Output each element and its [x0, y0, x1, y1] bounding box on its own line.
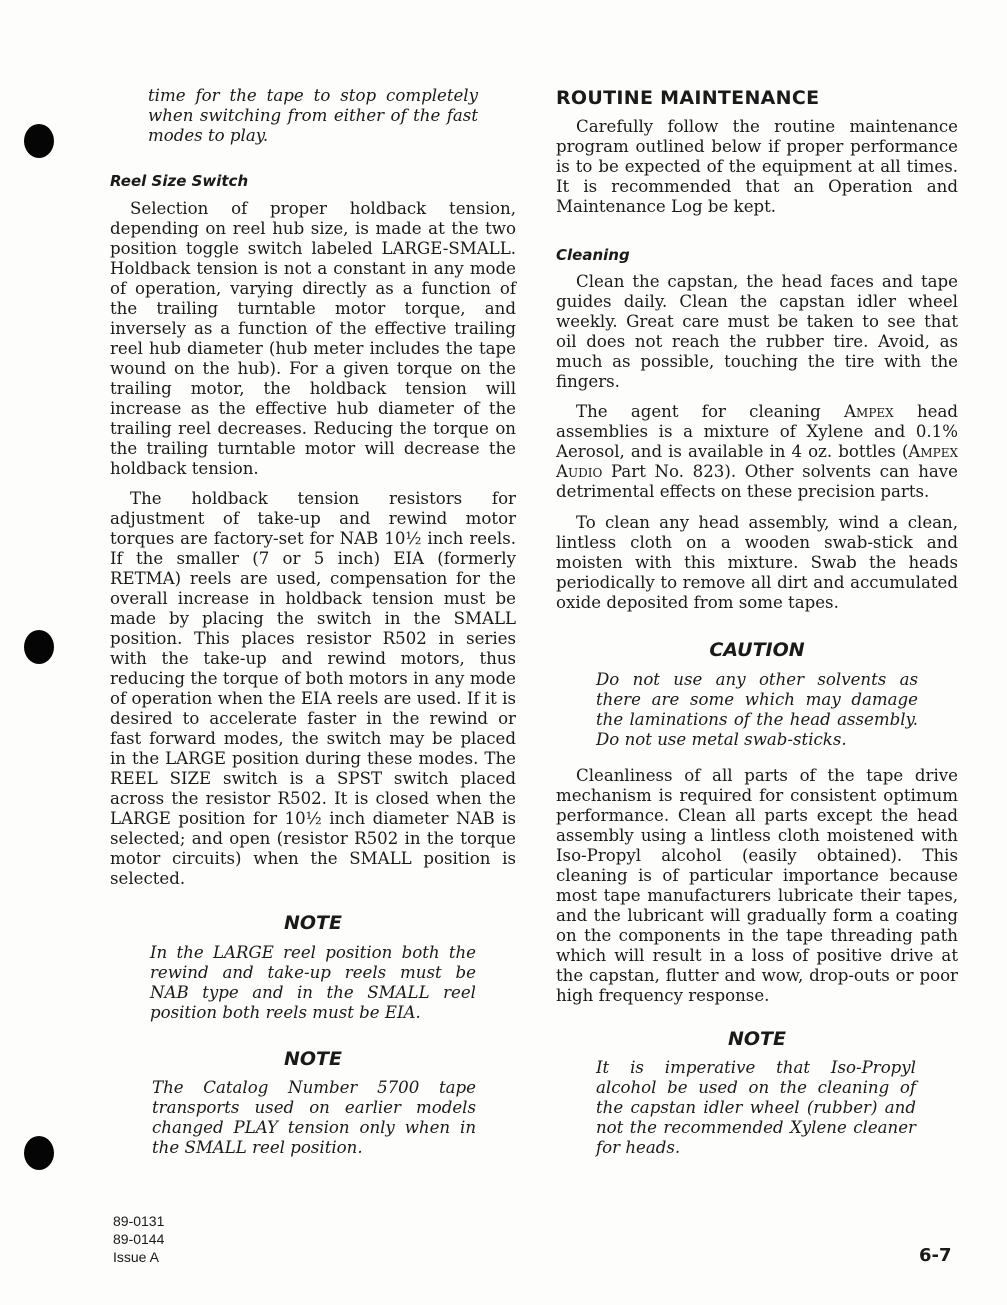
- doc-id-line-2: 89-0144: [113, 1231, 165, 1247]
- binder-hole-top: [24, 124, 54, 158]
- note-3-text: It is imperative that Iso-Propyl alcohol be used on the cleaning of the capstan idler wheel (rubber) and not the recommended Xylene cleaner for heads.: [596, 1058, 916, 1157]
- document-id-block: [113, 1212, 164, 1266]
- page-number: 6-7: [919, 1245, 952, 1266]
- cleaning-paragraph-4: Cleanliness of all parts of the tape drive mechanism is required for consistent optimum performance. Clean all parts except the head assembly using a lintless cloth moistened with Iso-Propyl alcohol (easily obtained). This cleaning is of particular importance because most tape manufacturers lubricate their tapes, and the lubricant will gradually form a coating on the components in the tape threading path which will result in a loss of positive drive at the capstan, flutter and wow, drop-outs or poor high frequency response.: [556, 766, 958, 1005]
- ampex-brand: Ampex: [844, 402, 894, 421]
- cleaning-paragraph-2-text-a: The agent for cleaning: [576, 402, 845, 421]
- doc-id-line-1: 89-0131: [113, 1213, 165, 1229]
- caution-text: Do not use any other solvents as there are some which may damage the laminations of the head assembly. Do not use metal swab-sticks.: [596, 670, 918, 749]
- routine-maintenance-paragraph: Carefully follow the routine maintenance program outlined below if proper performance is to be expected of the equipment at all times. It is recommended that an Operation and Maintenance Log be kept.: [556, 117, 958, 216]
- cleaning-paragraph-2: [556, 402, 958, 502]
- note-1-text: In the LARGE reel position both the rewind and take-up reels must be NAB type and in the SMALL reel position both reels must be EIA.: [150, 943, 476, 1022]
- reel-size-paragraph-1: Selection of proper holdback tension, depending on reel hub size, is made at the two position toggle switch labeled LARGE-SMALL. Holdback tension is not a constant in any mode of operation, varying directly as a function of the trailing turntable motor torque, and inversely as a function of the effective trailing reel hub diameter (hub meter includes the tape wound on the hub). For a given torque on the trailing motor, the holdback tension will increase as the effective hub diameter of the trailing reel decreases. Reducing the torque on the trailing turntable motor will decrease the holdback tension.: [110, 199, 516, 478]
- cleaning-paragraph-1: Clean the capstan, the head faces and tape guides daily. Clean the capstan idler wheel weekly. Great care must be taken to see that oil does not reach the rubber tire. Avoid, as much as possible, touching the tire with the fingers.: [556, 272, 958, 391]
- doc-issue: Issue A: [113, 1249, 159, 1265]
- reel-size-paragraph-2: The holdback tension resistors for adjustment of take-up and rewind motor torques are factory-set for NAB 10½ inch reels. If the smaller (7 or 5 inch) EIA (formerly RETMA) reels are used, compensation for the overall increase in holdback tension must be made by placing the switch in the SMALL position. This places resistor R502 in series with the take-up and rewind motors, thus reducing the torque of both motors in any mode of operation when the EIA reels are used. If it is desired to accelerate faster in the rewind or fast forward modes, the switch may be placed in the LARGE position during these modes. The REEL SIZE switch is a SPST switch placed across the resistor R502. It is closed when the LARGE position for 10½ inch diameter NAB is selected; and open (resistor R502 in the torque motor circuits) when the SMALL position is selected.: [110, 489, 516, 888]
- intro-italic-text: time for the tape to stop completely when switching from either of the fast modes to play.: [148, 86, 478, 145]
- binder-hole-middle: [24, 630, 54, 664]
- binder-hole-bottom: [24, 1136, 54, 1170]
- cleaning-paragraph-3: To clean any head assembly, wind a clean, lintless cloth on a wooden swab-stick and moisten with this mixture. Swab the heads periodically to remove all dirt and accumulated oxide deposited from some tapes.: [556, 513, 958, 612]
- reel-size-switch-heading: Reel Size Switch: [110, 172, 249, 190]
- cleaning-heading: Cleaning: [556, 246, 630, 264]
- note-2-text: The Catalog Number 5700 tape transports used on earlier models changed PLAY tension only when in the SMALL reel position.: [152, 1078, 476, 1157]
- caution-heading: CAUTION: [709, 639, 805, 661]
- note-2-heading: NOTE: [284, 1048, 342, 1070]
- routine-maintenance-heading: ROUTINE MAINTENANCE: [556, 87, 820, 109]
- cleaning-paragraph-2-text-b: head assemblies is a mixture of Xylene and 0.1% Aerosol, and is available in 4 oz. bottles (: [556, 402, 958, 461]
- note-3-heading: NOTE: [728, 1028, 786, 1050]
- cleaning-paragraph-2-text-c: Part No. 823). Other solvents can have detrimental effects on these precision parts.: [556, 462, 958, 501]
- ampex-audio-brand: Ampex Audio: [556, 442, 958, 481]
- note-1-heading: NOTE: [284, 912, 342, 934]
